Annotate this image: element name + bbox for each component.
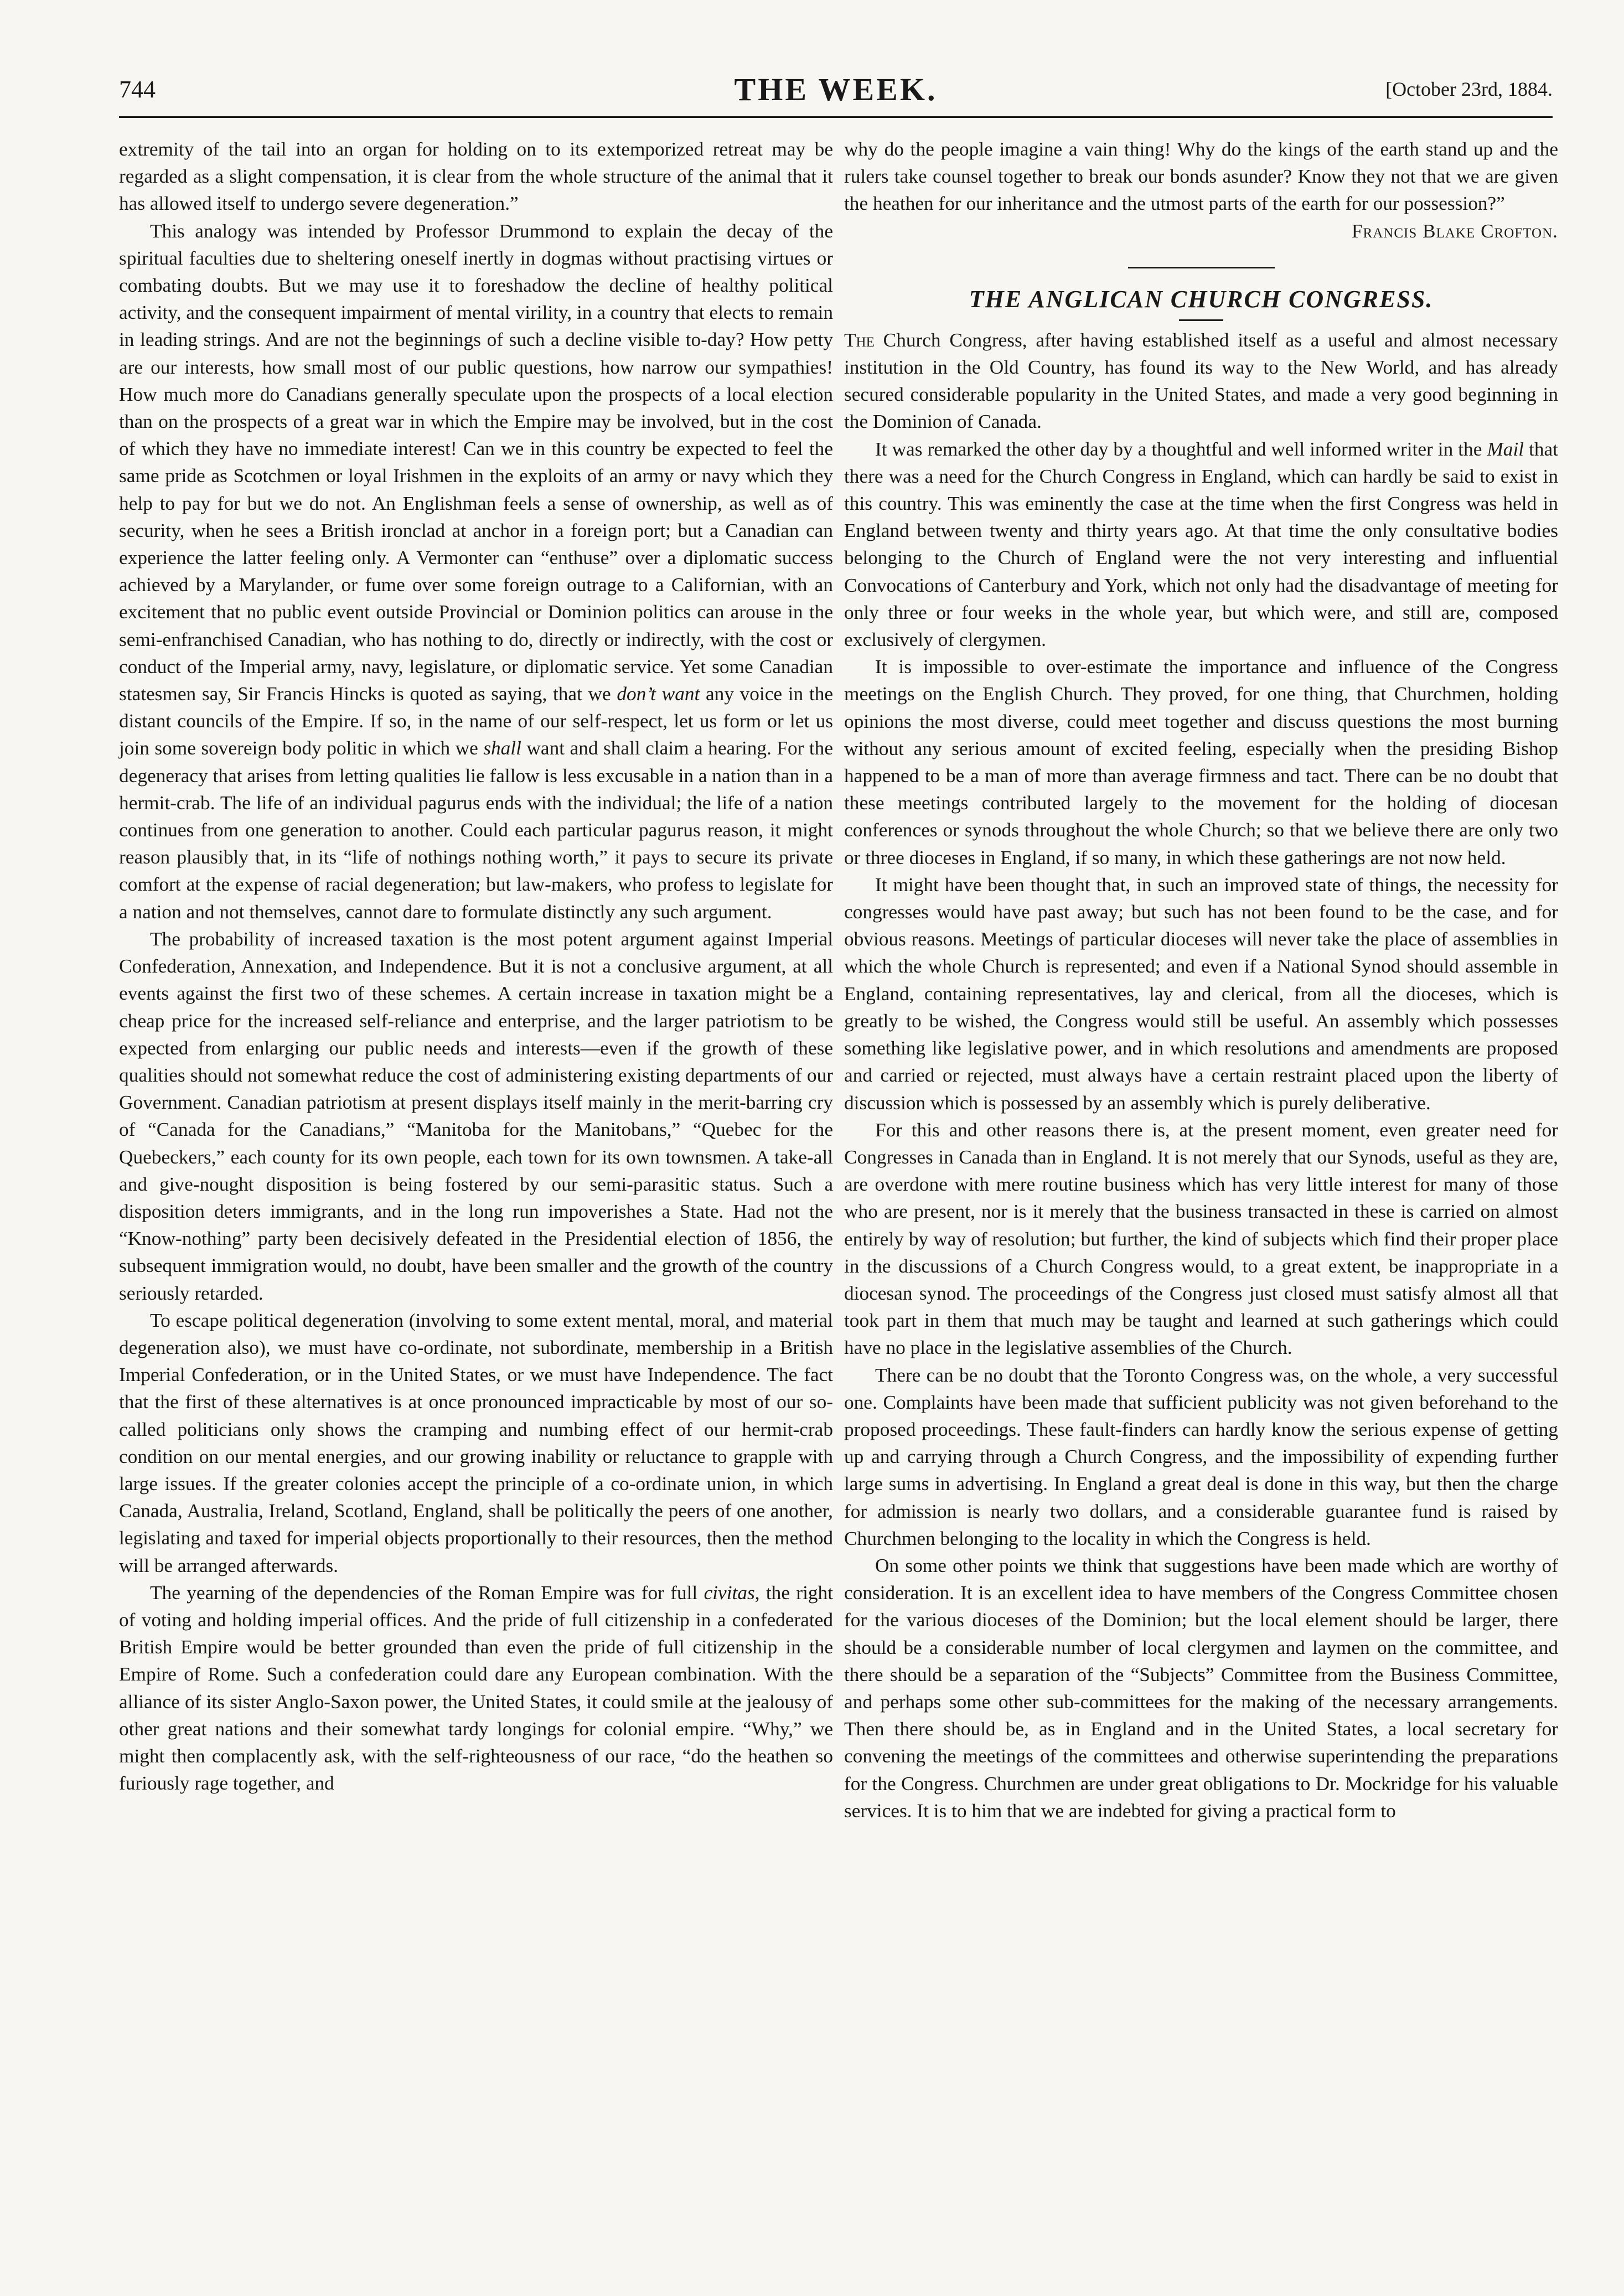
emphasis: don’t want: [617, 683, 700, 705]
left-column: [119, 136, 833, 1797]
article-divider: [1128, 267, 1275, 268]
paragraph: The Church Congress, after having established itself as a useful and almost necessary institution in the Old Country, has found its way to the New World, and has already secured considerable popularity in the United States, and made a very good beginning in the Dominion of Canada.: [844, 329, 1558, 433]
paragraph: It might have been thought that, in such an improved state of things, the necessity for congresses would have past away; but such has not been found to be the case, and for obvious reasons. Meetings of particular dioceses will never take the place of assemblies in which the whole Church is represented; and even if a National Synod should assemble in England, containing representatives, lay and clerical, from all the dioceses, which is greatly to be wished, the Congress would still be useful. An assembly which possesses something like legislative power, and in which resolutions and amendments are proposed and carried or rejected, must always have a certain restraint placed upon the liberty of discussion which is possessed by an assembly which is purely deliberative.: [844, 873, 1558, 1114]
emphasis: civitas: [704, 1581, 755, 1604]
title-rule: [1179, 319, 1223, 321]
article-title: THE ANGLICAN CHURCH CONGRESS.: [969, 285, 1434, 313]
paragraph: For this and other reasons there is, at the present moment, even greater need for Congresses in Canada than in England. It is not merely that our Synods, useful as they are, are overdone with mere routine business which has very little interest for many of those who are present, nor is it merely that the business transacted in these is carried on almost entirely by way of resolution; but further, the kind of subjects which find their proper place in the discussions of a Church Congress would, to a great extent, be inappropriate in a diocesan synod. The proceedings of the Congress just closed must satisfy almost all that took part in them that much may be taught and learned at such gatherings which could have no place in the legislative assemblies of the Church.: [844, 1119, 1558, 1359]
issue-date: [October 23rd, 1884.: [1385, 78, 1553, 100]
paragraph: This analogy was intended by Professor Drummond to explain the decay of the spiritual faculties due to sheltering oneself inertly in dogmas without practising virtues or combating doubts. But we may use it to foreshadow the decline of healthy political activity, and the consequent impairment of mental virility, in a country that elects to remain in leading strings. And are not the beginnings of such a decline visible to-day? How petty are our interests, how small most of our public questions, how narrow our sympathies! How much more do Canadians generally speculate upon the prospects of a local election than on the prospects of a great war in which the Empire may be involved, but in the cost of which they have no immediate interest! Can we in this country be expected to feel the same pride as Scotchmen or loyal Irishmen in the exploits of an army or navy which they help to pay for but we do not. An Englishman feels a sense of ownership, as well as of security, when he sees a British ironclad at anchor in a foreign port; but a Canadian can experience the latter feeling only. A Vermonter can “enthuse” over a diplomatic success achieved by a Marylander, or fume over some foreign outrage to a Californian, with an excitement that no public event outside Provincial or Dominion politics can arouse in the semi-enfranchised Canadian, who has nothing to do, directly or indirectly, with the cost or conduct of the Imperial army, navy, legislature, or diplomatic service. Yet some Canadian statesmen say, Sir Francis Hincks is quoted as saying, that we don’t want any voice in the distant councils of the Empire. If so, in the name of our self-respect, let us form or let us join some sovereign body politic in which we shall want and shall claim a hearing. For the degeneracy that arises from letting qualities lie fallow is less excusable in a nation than in a hermit-crab. The life of an individual pagurus ends with the individual; the life of a nation continues from one generation to another. Could each particular pagurus reason, it might reason plausibly that, in its “life of nothings nothing worth,” it pays to secure its private comfort at the expense of racial degeneration; but law-makers, who profess to legislate for a nation and not themselves, cannot dare to formulate distinctly any such argument.: [119, 220, 834, 923]
paragraph: To escape political degeneration (involving to some extent mental, moral, and material degeneration also), we must have co-ordinate, not subordinate, membership in a British Imperial Confederation, or in the United States, or we must have Independence. The fact that the first of these alternatives is at once pronounced impracticable by most of our so-called politicians only shows the cramping and numbing effect of our hermit-crab condition on our mental energies, and our growing inability or reluctance to grapple with large issues. If the greater colonies accept the principle of a co-ordinate union, in which Canada, Australia, Ireland, Scotland, England, shall be politically the peers of one another, legislating and taxed for imperial objects proportionally to their resources, then the method will be arranged afterwards.: [119, 1309, 833, 1576]
header-rule: [119, 116, 1553, 118]
paragraph: On some other points we think that suggestions have been made which are worthy of consideration. It is an excellent idea to have members of the Congress Committee chosen for the various dioceses of the Dominion; but the local element should be larger, there should be a considerable number of local clergymen and laymen on the committee, and there should be a separation of the “Subjects” Committee from the Business Committee, and perhaps some other sub-committees for the making of the necessary arrangements. Then there should be, as in England and in the United States, a local secretary for convening the meetings of the committees and otherwise superintending the preparations for the Congress. Churchmen are under great obligations to Dr. Mockridge for his valuable services. It is to him that we are indebted for giving a practical form to: [844, 1554, 1558, 1822]
page-header: [119, 71, 1553, 115]
emphasis: shall: [483, 737, 521, 759]
right-column: [844, 136, 1558, 1824]
masthead: THE WEEK.: [734, 71, 938, 107]
paragraph: extremity of the tail into an organ for holding on to its extemporized retreat may be regarded as a slight compensation, it is clear from the whole structure of the animal that it has allowed itself to undergo severe degeneration.”: [119, 138, 833, 215]
emphasis: Mail: [1487, 438, 1524, 460]
paragraph: why do the people imagine a vain thing! Why do the kings of the earth stand up and the rulers take counsel together to break our bonds asunder? Know they not that we are given the heathen for our inheritance and the utmost parts of the earth for our possession?”: [844, 138, 1558, 215]
paragraph: The probability of increased taxation is the most potent argument against Imperial Confederation, Annexation, and Independence. But it is not a conclusive argument, at all events against the first two of these schemes. A certain increase in taxation might be a cheap price for the increased self-reliance and enterprise, and the larger patriotism to be expected from enlarging our public needs and interests—even if the growth of these qualities should not somewhat reduce the cost of administering existing departments of our Government. Canadian patriotism at present displays itself mainly in the merit-barring cry of “Canada for the Canadians,” “Manitoba for the Manitobans,” “Quebec for the Quebeckers,” each county for its own people, each town for its own townsmen. A take-all and give-nought disposition is being fostered by our semi-parasitic status. Such a disposition deters immigrants, and in the long run impoverishes a State. Had not the “Know-nothing” party been decisively defeated in the Presidential election of 1856, the subsequent immigration would, no doubt, have been smaller and the growth of the country seriously retarded.: [119, 928, 833, 1304]
paragraph: The yearning of the dependencies of the Roman Empire was for full civitas, the right of voting and holding imperial offices. And the pride of full citizenship in a confederated British Empire would be better grounded than even the pride of full citizenship in the Empire of Rome. Such a confederation could dare any European combination. With the alliance of its sister Anglo-Saxon power, the United States, it could smile at the jealousy of other great nations and their somewhat tardy longings for colonial empire. “Why,” we might then complacently ask, with the self-righteousness of our race, “do the heathen so furiously rage together, and: [119, 1581, 833, 1795]
paragraph: There can be no doubt that the Toronto Congress was, on the whole, a very successful one. Complaints have been made that sufficient publicity was not given beforehand to the proposed proceedings. These fault-finders can hardly know the serious expense of getting up and carrying through a Church Congress, and the impossibility of expending further large sums in advertising. In England a great deal is done in this way, but then the charge for admission is nearly two dollars, and a considerable guarantee fund is raised by Churchmen belonging to the locality in which the Congress is held.: [844, 1364, 1558, 1549]
drop-word: The: [844, 329, 875, 351]
paragraph: It is impossible to over-estimate the importance and influence of the Congress meetings on the English Church. They proved, for one thing, that Churchmen, holding opinions the most diverse, could meet together and discuss questions the most burning without any serious amount of excited feeling, especially when the presiding Bishop happened to be a man of more than average firmness and tact. There can be no doubt that these meetings contributed largely to the movement for the holding of diocesan conferences or synods throughout the whole Church; so that we believe there are only two or three dioceses in England, if so many, in which these gatherings are not now held.: [844, 656, 1558, 868]
page-number: 744: [119, 76, 156, 103]
author-signature: Francis Blake Crofton.: [1351, 220, 1558, 242]
paragraph: It was remarked the other day by a thoughtful and well informed writer in the Mail that there was a need for the Church Congress in England, which can hardly be said to exist in this country. This was eminently the case at the time when the first Congress was held in England between twenty and thirty years ago. At that time the only consultative bodies belonging to the Church of England were the not very interesting and influential Convocations of Canterbury and York, which not only had the disadvantage of meeting for only three or four weeks in the whole year, but which were, and still are, composed exclusively of clergymen.: [844, 438, 1559, 651]
